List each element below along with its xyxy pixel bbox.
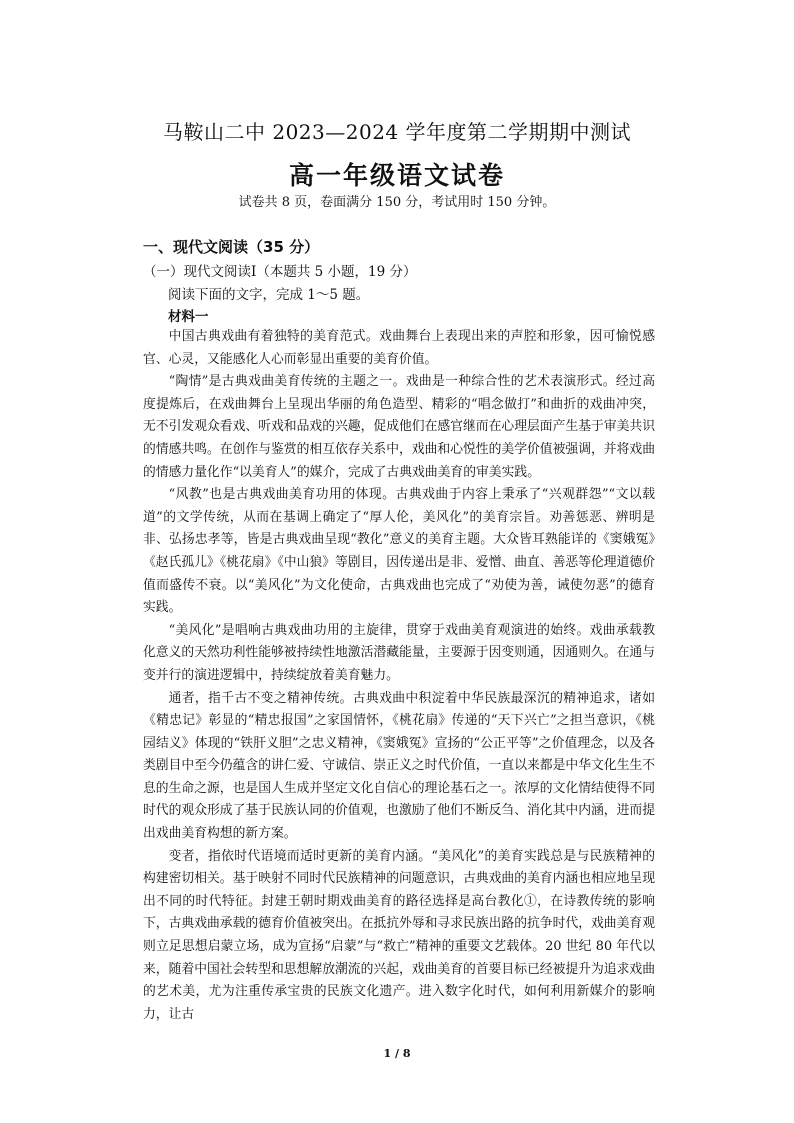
- reading-passage: [143, 326, 655, 1026]
- paragraph: “陶情”是古典戏曲美育传统的主题之一。戏曲是一种综合性的艺术表演形式。经过高度提炼后，在戏曲舞台上呈现出华丽的角色造型、精彩的“唱念做打”和曲折的戏曲冲突，无不引发观众看戏、听戏和品戏的兴趣，促成他们在感官继而在心理层面产生基于审美共识的情感共鸣。在创作与鉴赏的相互依存关系中，戏曲和心悦性的美学价值被强调，并将戏曲的情感力量化作“以美育人”的媒介，完成了古典戏曲美育的审美实践。: [143, 374, 655, 480]
- exam-info: 试卷共 8 页，卷面满分 150 分，考试用时 150 分钟。: [238, 195, 556, 210]
- page-number: 1 / 8: [383, 1047, 411, 1060]
- section-heading: 一、现代文阅读（35 分）: [143, 238, 320, 256]
- school-exam-title: 马鞍山二中 2023—2024 学年度第二学期期中测试: [162, 120, 631, 144]
- paragraph: “美风化”是唱响古典戏曲功用的主旋律，贯穿于戏曲美育观演进的始终。戏曲承载教化意义的天然功利性能够被持续性地激活潜藏能量，主要源于因变则通，因通则久。在通与变并行的演进逻辑中，持续绽放着美育魅力。: [143, 622, 655, 683]
- paper-title: 高一年级语文试卷: [288, 161, 505, 190]
- material-label: 材料一: [168, 309, 209, 325]
- subsection-heading: （一）现代文阅读Ⅰ（本题共 5 小题，19 分）: [143, 264, 417, 280]
- paragraph: 中国古典戏曲有着独特的美育范式。戏曲舞台上表现出来的声腔和形象，因可愉悦感官、心灵，又能感化人心而彰显出重要的美育价值。: [143, 329, 655, 367]
- paragraph: “风教”也是古典戏曲美育功用的体现。古典戏曲于内容上秉承了“兴观群怨”“文以载道”的文学传统，从而在基调上确定了“厚人伦，美风化”的美育宗旨。劝善惩恶、辨明是非、弘扬忠孝等，皆是古典戏曲呈现“教化”意义的美育主题。大众皆耳熟能详的《窦娥冤》《赵氏孤儿》《桃花扇》《中山狼》等剧目，因传递出是非、爱憎、曲直、善恶等伦理道德价值而盛传不衰。以“美风化”为文化使命，古典戏曲也完成了“劝使为善，诫使勿恶”的德育实践。: [143, 487, 655, 616]
- paragraph: 通者，指千古不变之精神传统。古典戏曲中积淀着中华民族最深沉的精神追求，诸如《精忠记》彰显的“精忠报国”之家国情怀，《桃花扇》传递的“天下兴亡”之担当意识，《桃园结义》体现的“铁肝义胆”之忠义精神，《窦娥冤》宣扬的“公正平等”之价值理念，以及各类剧目中至今仍蕴含的讲仁爱、守诚信、崇正义之时代价值，一直以来都是中华文化生生不息的生命之源，也是国人生成并坚定文化自信心的理论基石之一。浓厚的文化情结使得不同时代的观众形成了基于民族认同的价值观，也激励了他们不断反刍、消化其中内涵，进而提出戏曲美育构想的新方案。: [143, 690, 655, 842]
- reading-instruction: 阅读下面的文字，完成 1～5 题。: [168, 287, 370, 303]
- paragraph: 变者，指依时代语境而适时更新的美育内涵。“美风化”的美育实践总是与民族精神的构建密切相关。基于映射不同时代民族精神的问题意识，古典戏曲的美育内涵也相应地呈现出不同的时代特征。封建王朝时期戏曲美育的路径选择是高台教化①，在诗教传统的影响下，古典戏曲承载的德育价值被突出。在抵抗外辱和寻求民族出路的抗争时代，戏曲美育观则立足思想启蒙立场，成为宣扬“启蒙”与“救亡”精神的重要文艺载体。20 世纪 80 年代以来，随着中国社会转型和思想解放潮流的兴起，戏曲美育的首要目标已经被提升为追求戏曲的艺术美，尤为注重传承宝贵的民族文化遗产。进入数字化时代，如何利用新媒介的影响力，让古: [143, 848, 655, 1022]
